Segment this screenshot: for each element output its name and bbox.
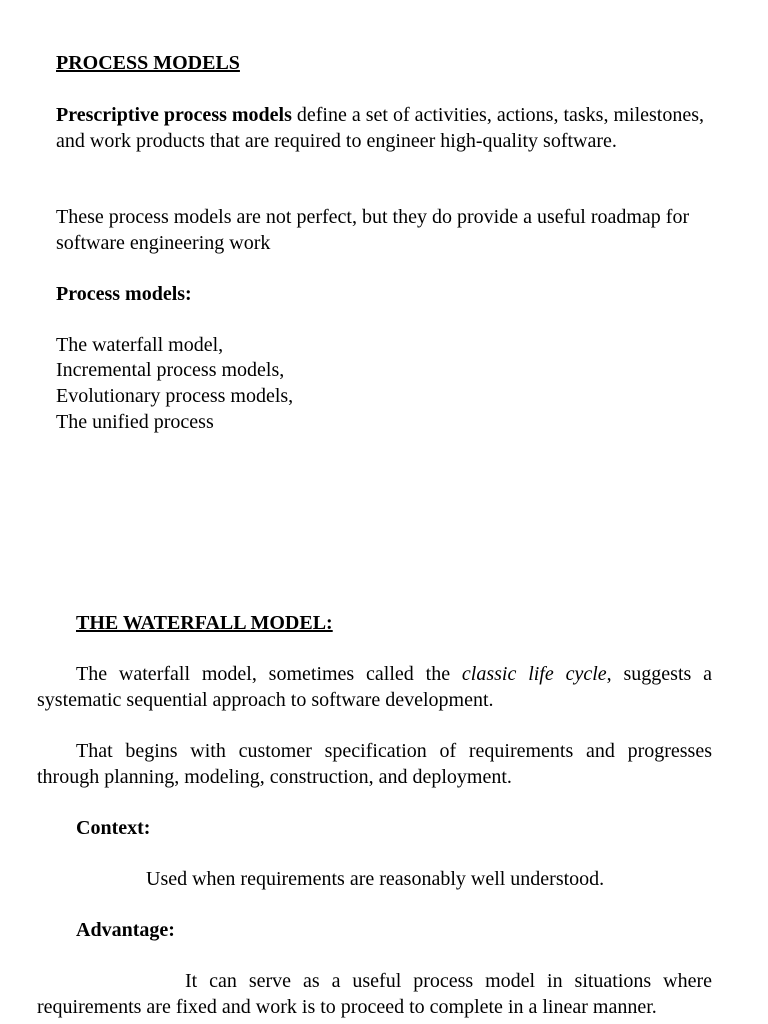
list-item: Incremental process models, xyxy=(56,359,285,381)
advantage-text: It can serve as a useful process model in situations where requirements are fixed and work is to proceed to complete in a linear manner. xyxy=(37,970,712,1018)
waterfall-intro-start: The waterfall model, sometimes called the xyxy=(76,663,462,685)
list-item: The waterfall model, xyxy=(56,334,224,356)
waterfall-intro-end: , suggests a systematic sequential approach to software development. xyxy=(37,663,712,711)
process-models-list-heading: Process models: xyxy=(56,283,192,305)
section-heading-process-models: PROCESS MODELS xyxy=(56,52,240,74)
context-heading: Context: xyxy=(76,817,151,839)
intro-rest-text: define a set of activities, actions, tasks, milestones, and work products that are required to engineer high-quality software. xyxy=(56,104,705,152)
intro-bold-term: Prescriptive process models xyxy=(56,104,292,126)
classic-life-cycle-term: classic life cycle xyxy=(461,663,607,685)
advantage-heading: Advantage: xyxy=(76,919,175,941)
list-item: The unified process xyxy=(56,411,214,433)
waterfall-intro-paragraph xyxy=(37,662,712,713)
section-heading-waterfall-model: THE WATERFALL MODEL: xyxy=(76,612,333,634)
waterfall-begins-paragraph: That begins with customer specification of requirements and progresses through planning, modeling, construction, and deployment. xyxy=(37,740,712,788)
roadmap-paragraph: These process models are not perfect, but they do provide a useful roadmap for software engineering work xyxy=(56,206,690,254)
list-item: Evolutionary process models, xyxy=(56,385,294,407)
intro-paragraph xyxy=(56,103,706,154)
context-text: Used when requirements are reasonably well understood. xyxy=(146,868,605,890)
